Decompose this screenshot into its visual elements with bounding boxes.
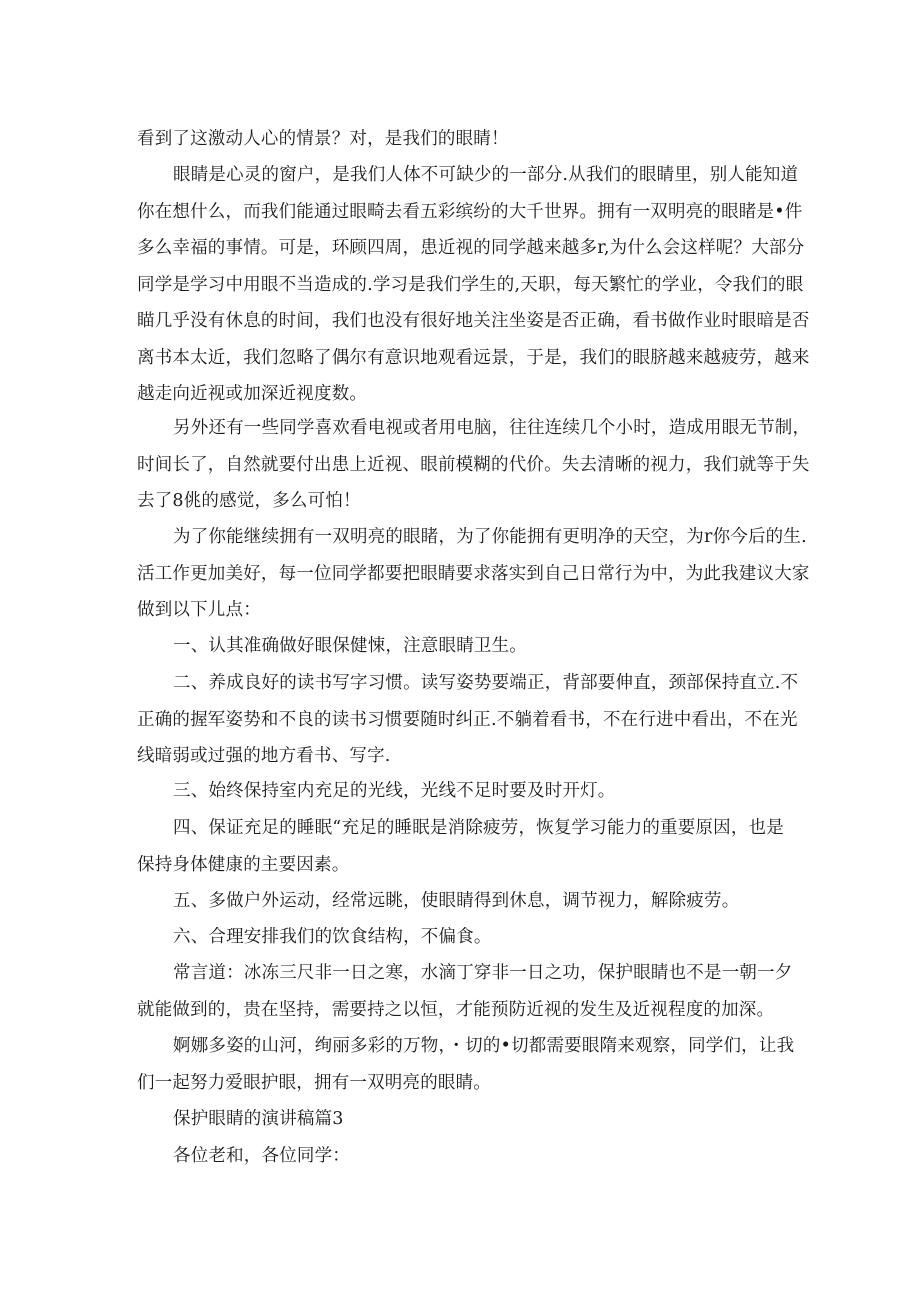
text-line: 各位老和，各位同学： bbox=[173, 1146, 350, 1166]
paragraph-11 bbox=[137, 955, 793, 1028]
text-line: 线暗弱或过强的地方看书、写字. bbox=[137, 746, 391, 766]
paragraph-10 bbox=[137, 919, 787, 956]
text-line: 就能做到的，贵在坚持，需要持之以恒，才能预防近视的发生及近视程度的加深。 bbox=[137, 999, 775, 1020]
text-line: 二、养成良好的读书写字习惯。读写姿势要端正，背部要伸直，颈部保持直立.不 bbox=[173, 673, 799, 693]
text-line: 一、认其准确做好眼保健悚，注意眼睛卫生。 bbox=[173, 636, 527, 656]
paragraph-12 bbox=[137, 1028, 795, 1101]
paragraph-3 bbox=[137, 410, 811, 520]
paragraph-1 bbox=[137, 121, 787, 158]
paragraph-6 bbox=[137, 665, 799, 775]
text-line: 同学是学习中用眼不当造成的.学习是我们学生的,天职，每天繁忙的学业，令我们的眼 bbox=[137, 274, 804, 295]
text-line: 去了8佻的感觉，多么可怕！ bbox=[137, 491, 361, 511]
text-line: 时间长了，自然就要付出患上近视、眼前模糊的代价。失去清晰的视力，我们就等于失 bbox=[137, 454, 810, 475]
text-line: 正确的握军姿势和不良的读书习惯要随时纠正.不躺着看书，不在行进中看出，不在光 bbox=[137, 709, 798, 730]
text-line: 活工作更加美好，每一位同学都要把眼睛要求落实到自己日常行为中，为此我建议大家 bbox=[137, 563, 810, 584]
text-line: 瞄几乎没有休息的时间，我们也没有很好地关注坐姿是否正确，看书做作业时眼暗是否 bbox=[137, 311, 810, 331]
paragraph-5 bbox=[137, 628, 787, 665]
text-line: 保护眼睛的演讲稿篇3 bbox=[173, 1109, 344, 1129]
text-line: 离书本太近，我们忽略了偶尔有意识地观看远景，于是，我们的眼脐越来越疲劳，越来 bbox=[137, 347, 810, 368]
text-line: 四、保证充足的睡眠“充足的睡眠是消除疲劳，恢复学习能力的重要原因，也是 bbox=[173, 818, 784, 838]
text-line: 做到以下儿点： bbox=[137, 600, 261, 620]
text-line: 六、合理安排我们的饮食结构，不偏食。 bbox=[173, 927, 492, 947]
paragraph-9 bbox=[137, 883, 787, 920]
text-line: 看到了这激动人心的情景？对，是我们的眼睛！ bbox=[137, 129, 509, 149]
text-line: 越走向近视或加深近视度数。 bbox=[137, 384, 368, 404]
paragraph-8 bbox=[137, 810, 787, 883]
text-line: 眼睛是心灵的窗户，是我们人体不可缺少的一部分.从我们的眼睛里，别人能知道 bbox=[173, 165, 799, 185]
paragraph-2 bbox=[137, 157, 810, 413]
text-line: 为了你能继续拥有一双明亮的眼睹，为了你能拥有更明净的天空，为r你今后的生. bbox=[173, 527, 807, 547]
text-line: 多么幸福的事情。可是，环顾四周，患近视的同学越来越多r,为什么会这样呢？大部分 bbox=[137, 238, 805, 258]
paragraph-7 bbox=[137, 773, 787, 810]
text-line: 保持身体健康的主要因素。 bbox=[137, 854, 350, 875]
text-line: 常言道：冰冻三尺非一日之寒，水滴丁穿非一日之功，保护眼睛也不是一朝一夕 bbox=[173, 963, 793, 983]
text-line: 另外还有一些同学喜欢看电视或者用电脑，往往连续几个小时，造成用眼无节制， bbox=[173, 418, 811, 438]
paragraph-4 bbox=[137, 519, 810, 629]
text-line: 三、始终保持室内充足的光线，光线不足时要及时开灯。 bbox=[173, 781, 616, 801]
text-line: 五、多做户外运动，经常远眺，使眼睛得到休息，调节视力，解除疲劳。 bbox=[173, 891, 740, 911]
text-line: 们一起努力爱眼护眼，拥有一双明亮的眼睛。 bbox=[137, 1072, 491, 1093]
text-line: 你在想什么，而我们能通过眼畸去看五彩缤纷的大千世界。拥有一双明亮的眼睹是•件 bbox=[137, 201, 803, 222]
text-line: 婀娜多姿的山河，绚丽多彩的万物，・切的•切都需要眼隋来观察，同学们，让我 bbox=[173, 1036, 795, 1056]
section-heading bbox=[137, 1101, 787, 1138]
salutation bbox=[137, 1138, 787, 1175]
